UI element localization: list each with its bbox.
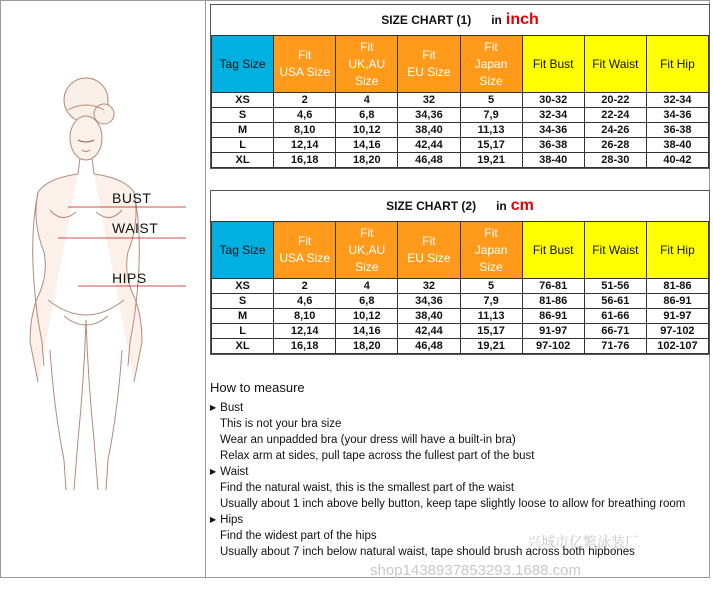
triangle-bullet-icon: ▶ — [210, 403, 217, 412]
table-row — [212, 339, 709, 354]
column-header: Fit Japan Size — [460, 222, 522, 279]
table-cell: 19,21 — [460, 339, 522, 354]
table-cell: 91-97 — [646, 309, 708, 324]
table-cell: 10,12 — [336, 309, 398, 324]
table-cell: 6,8 — [336, 294, 398, 309]
table-cell: 19,21 — [460, 153, 522, 168]
table-cell: 32-34 — [522, 108, 584, 123]
table-cell: 2 — [274, 93, 336, 108]
section-title-text: Waist — [220, 466, 249, 478]
table-cell: 4 — [336, 93, 398, 108]
table-cell: 4 — [336, 279, 398, 294]
table-cell: 40-42 — [646, 153, 708, 168]
table-cell: 14,16 — [336, 138, 398, 153]
howto-section-title — [210, 512, 710, 528]
chart-unit: cm — [510, 197, 534, 214]
column-header: Fit Bust — [522, 222, 584, 279]
table-cell: 11,13 — [460, 123, 522, 138]
section-title-text: Hips — [220, 514, 244, 526]
table-cell: 15,17 — [460, 324, 522, 339]
table-cell: 91-97 — [522, 324, 584, 339]
table-cell: 32-34 — [646, 93, 708, 108]
body-figure-illustration — [8, 70, 198, 500]
table-cell: 36-38 — [646, 123, 708, 138]
table-cell: 16,18 — [274, 339, 336, 354]
howto-line: Find the natural waist, this is the smallest part of the waist — [220, 482, 515, 494]
chart-in-label: in — [496, 199, 507, 213]
table-cell: 8,10 — [274, 309, 336, 324]
column-header: Fit Hip — [646, 222, 708, 279]
table-cell: 38,40 — [398, 309, 460, 324]
table-cell: L — [212, 324, 274, 339]
table-cell: 32 — [398, 93, 460, 108]
table-cell: 5 — [460, 279, 522, 294]
howto-section-title — [210, 464, 710, 480]
table-cell: 61-66 — [584, 309, 646, 324]
howto-section-title — [210, 400, 710, 416]
table-cell: 28-30 — [584, 153, 646, 168]
table-cell: 42,44 — [398, 138, 460, 153]
waist-label: WAIST — [112, 220, 159, 236]
triangle-bullet-icon: ▶ — [210, 515, 217, 524]
size-chart-cm — [210, 190, 710, 355]
column-header: Fit Waist — [584, 36, 646, 93]
table-cell: 22-24 — [584, 108, 646, 123]
table-cell: 46,48 — [398, 339, 460, 354]
table-cell: 76-81 — [522, 279, 584, 294]
table-row — [212, 279, 709, 294]
column-header: Tag Size — [212, 222, 274, 279]
table-cell: 81-86 — [522, 294, 584, 309]
section-title-text: Bust — [220, 402, 244, 414]
table-cell: 38,40 — [398, 123, 460, 138]
table-body — [212, 93, 709, 168]
table-cell: 38-40 — [522, 153, 584, 168]
column-header: Fit Waist — [584, 222, 646, 279]
table-cell: 24-26 — [584, 123, 646, 138]
table-cell: 14,16 — [336, 324, 398, 339]
table-row — [212, 123, 709, 138]
table-row — [212, 138, 709, 153]
table-cell: 30-32 — [522, 93, 584, 108]
divider — [205, 0, 206, 578]
table-cell: 34-36 — [522, 123, 584, 138]
table-cell: 42,44 — [398, 324, 460, 339]
bust-label: BUST — [112, 190, 152, 206]
table-cell: M — [212, 123, 274, 138]
chart-unit: inch — [505, 11, 539, 28]
table-cell: 6,8 — [336, 108, 398, 123]
table-cell: 26-28 — [584, 138, 646, 153]
howto-line: Usually about 1 inch above belly button, keep tape slightly loose to allow for breathing room — [220, 498, 686, 510]
table-row — [212, 294, 709, 309]
table-cell: 18,20 — [336, 153, 398, 168]
hips-label: HIPS — [112, 270, 147, 286]
table-cell: 36-38 — [522, 138, 584, 153]
column-header: Fit EU Size — [398, 36, 460, 93]
table-cell: 16,18 — [274, 153, 336, 168]
table-cell: 4,6 — [274, 294, 336, 309]
body-figure-svg — [8, 70, 198, 500]
table-cell: 56-61 — [584, 294, 646, 309]
table-row — [212, 108, 709, 123]
table-cell: 5 — [460, 93, 522, 108]
table-cell: XS — [212, 279, 274, 294]
table-row — [212, 309, 709, 324]
howto-heading: How to measure — [210, 380, 305, 395]
table-cell: L — [212, 138, 274, 153]
watermark-store: 兴城市亿繁泳装厂 — [527, 534, 639, 550]
table-cell: 46,48 — [398, 153, 460, 168]
table-cell: 86-91 — [646, 294, 708, 309]
table-cell: 8,10 — [274, 123, 336, 138]
column-header: Fit Hip — [646, 36, 708, 93]
table-cell: 32 — [398, 279, 460, 294]
table-cell: 4,6 — [274, 108, 336, 123]
table-cell: 34,36 — [398, 294, 460, 309]
watermark-shop: shop1438937853293.1688.com — [370, 562, 582, 579]
table-row — [212, 93, 709, 108]
table-cell: 34-36 — [646, 108, 708, 123]
column-header: Fit Japan Size — [460, 36, 522, 93]
chart-title-row — [211, 5, 709, 35]
howto-line: Relax arm at sides, pull tape across the fullest part of the bust — [220, 450, 535, 462]
table-cell: 102-107 — [646, 339, 708, 354]
table-cell: S — [212, 294, 274, 309]
size-table — [211, 35, 709, 168]
table-cell: 11,13 — [460, 309, 522, 324]
table-cell: M — [212, 309, 274, 324]
table-cell: 10,12 — [336, 123, 398, 138]
table-cell: 7,9 — [460, 108, 522, 123]
table-cell: 97-102 — [522, 339, 584, 354]
table-cell: 38-40 — [646, 138, 708, 153]
column-header: Tag Size — [212, 36, 274, 93]
column-header: Fit UK,AU Size — [336, 36, 398, 93]
table-cell: 86-91 — [522, 309, 584, 324]
howto-line: Usually about 7 inch below natural waist, tape should brush across both hipbones — [220, 546, 635, 558]
howto-line: This is not your bra size — [220, 418, 342, 430]
table-cell: 12,14 — [274, 138, 336, 153]
table-cell: S — [212, 108, 274, 123]
table-cell: 34,36 — [398, 108, 460, 123]
table-cell: 2 — [274, 279, 336, 294]
table-cell: XL — [212, 153, 274, 168]
table-cell: 18,20 — [336, 339, 398, 354]
table-cell: 66-71 — [584, 324, 646, 339]
table-cell: 71-76 — [584, 339, 646, 354]
table-row — [212, 153, 709, 168]
chart-title: SIZE CHART (1) — [381, 13, 472, 27]
column-header: Fit Bust — [522, 36, 584, 93]
howto-line: Find the widest part of the hips — [220, 530, 377, 542]
size-chart-inch — [210, 4, 710, 169]
table-cell: 51-56 — [584, 279, 646, 294]
size-table — [211, 221, 709, 354]
table-body — [212, 279, 709, 354]
column-header: Fit UK,AU Size — [336, 222, 398, 279]
table-cell: 20-22 — [584, 93, 646, 108]
table-cell: 12,14 — [274, 324, 336, 339]
howto-line: Wear an unpadded bra (your dress will have a built-in bra) — [220, 434, 516, 446]
table-cell: XL — [212, 339, 274, 354]
column-header: Fit USA Size — [274, 222, 336, 279]
table-cell: 81-86 — [646, 279, 708, 294]
column-header: Fit USA Size — [274, 36, 336, 93]
chart-title: SIZE CHART (2) — [386, 199, 477, 213]
table-header-row — [212, 222, 709, 279]
table-header-row — [212, 36, 709, 93]
triangle-bullet-icon: ▶ — [210, 467, 217, 476]
table-row — [212, 324, 709, 339]
column-header: Fit EU Size — [398, 222, 460, 279]
table-cell: 97-102 — [646, 324, 708, 339]
chart-in-label: in — [491, 13, 502, 27]
table-cell: XS — [212, 93, 274, 108]
table-cell: 15,17 — [460, 138, 522, 153]
table-cell: 7,9 — [460, 294, 522, 309]
chart-title-row — [211, 191, 709, 221]
